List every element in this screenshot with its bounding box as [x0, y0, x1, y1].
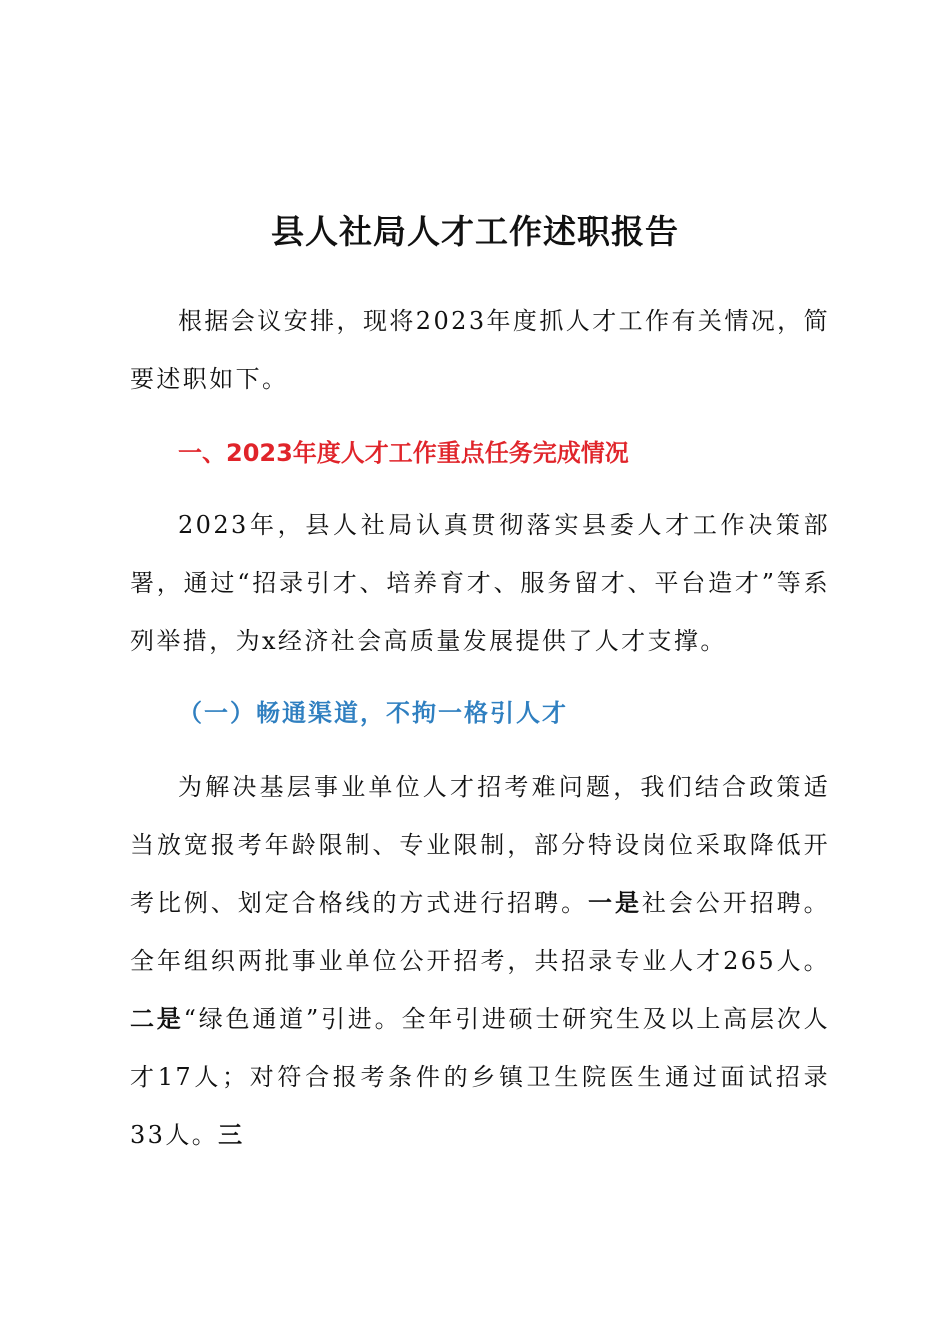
subsection-1-paragraph [130, 758, 830, 1164]
bold-marker-first: 一是 [588, 888, 642, 917]
intro-paragraph: 根据会议安排，现将2023年度抓人才工作有关情况，简要述职如下。 [130, 307, 830, 393]
section-1-heading: 一、2023年度人才工作重点任务完成情况 [178, 439, 629, 467]
section-1-paragraph: 2023年，县人社局认真贯彻落实县委人才工作决策部署，通过“招录引才、培养育才、服务留才、平台造才”等系列举措，为x经济社会高质量发展提供了人才支撑。 [130, 511, 830, 655]
paragraph-text: 社会公开招聘。全年组织两批事业单位公开招考，共招录专业人才265人。 [130, 889, 830, 975]
subsection-1-heading: （一）畅通渠道，不拘一格引人才 [178, 698, 568, 727]
document-title: 县人社局人才工作述职报告 [271, 212, 679, 251]
bold-marker-second: 二是 [130, 1004, 184, 1033]
bold-marker-third: 三 [218, 1120, 245, 1149]
paragraph-text: 为解决基层事业单位人才招考难问题，我们结合政策适当放宽报考年龄限制、专业限制，部分特设岗位采取降低开考比例、划定合格线的方式进行招聘。 [130, 773, 830, 917]
paragraph-text: “绿色通道”引进。全年引进硕士研究生及以上高层次人才17人；对符合报考条件的乡镇卫生院医生通过面试招录33人。 [130, 1005, 830, 1149]
